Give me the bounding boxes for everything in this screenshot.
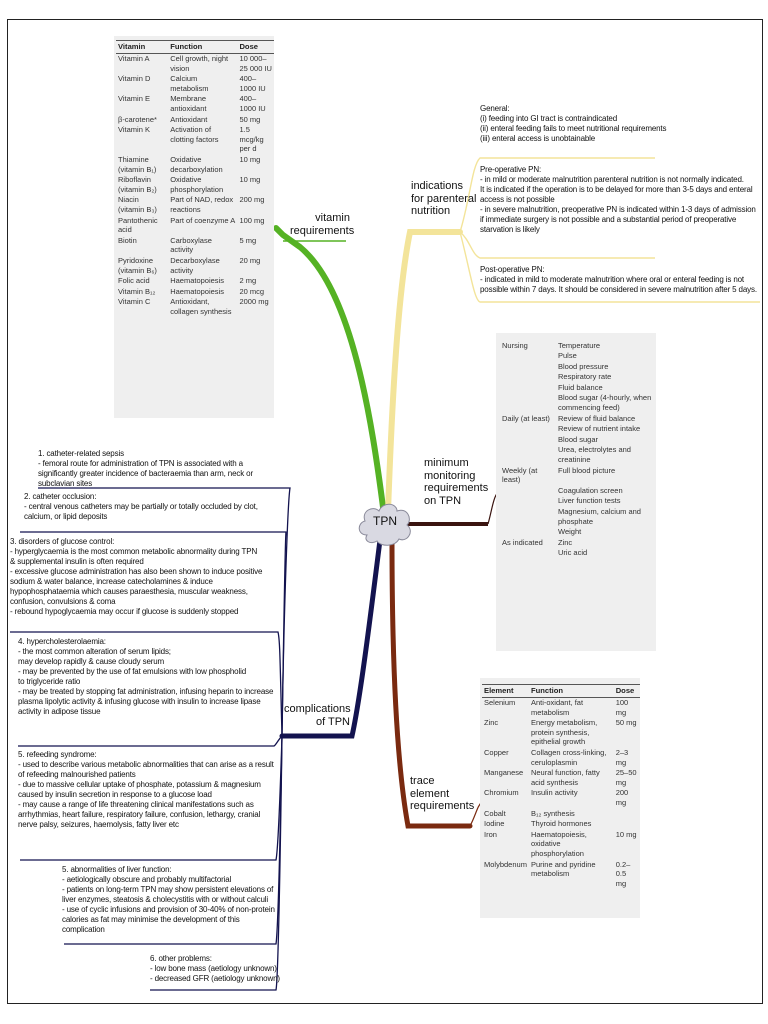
monitoring-label: minimum monitoring requirements on TPN	[424, 457, 489, 507]
vitamin-table-grid	[116, 40, 274, 317]
complication-catheter-sepsis: 1. catheter-related sepsis - femoral route for administration of TPN is associated with a significantly greater incidence of bacteraemia than arm, neck or subclavian sites	[38, 449, 253, 488]
vitamin-requirements-label: vitamin requirements	[290, 212, 355, 237]
vitamin-cell: Vitamin C	[118, 297, 151, 307]
complication-liver-function: 5. abnormalities of liver function: - aetiologically obscure and probably multifactorial - patients on long-term TPN may show persistent elevations of liver enzymes, steatosis & cholecystitis with or without calculi - use of cyclic infusions and provision of 30-40% of non-protein calories as fat may minimise the development of this complication	[62, 865, 275, 934]
frequency-cell	[500, 485, 556, 496]
table-row	[116, 255, 274, 275]
frequency-cell	[500, 434, 556, 445]
measurement-cell: Blood pressure	[558, 361, 609, 371]
dose-cell: 0.2–0.5 mg	[615, 859, 631, 888]
element-cell: Molybdenum	[484, 859, 527, 869]
table-row	[500, 372, 654, 383]
function-col-header: Function	[168, 41, 237, 54]
vitamin-cell: Vitamin K	[118, 125, 150, 135]
complication-hypercholesterolaemia: 4. hypercholesterolaemia: - the most common alteration of serum lipids; may develop rapidly & cause cloudy serum - may be prevented by the use of fat emulsions with low phospholid to triglyceride ratio - may be treated by stopping fat administration, infusing heparin to increase plasma lipolytic activity & infusing glucose with insulin to increase lipase activity in adipose tissue	[18, 637, 274, 716]
frequency-cell	[500, 351, 556, 362]
table-row	[482, 829, 640, 859]
table-row	[500, 382, 654, 393]
vitamin-branch-line	[276, 228, 384, 515]
dose-cell: 5 mg	[239, 235, 257, 245]
function-cell: Thyroid hormones	[530, 819, 592, 829]
measurement-cell: Temperature	[558, 340, 601, 350]
element-cell: Chromium	[484, 788, 519, 798]
dose-col-header: Dose	[237, 41, 274, 54]
vitamin-cell: Pyridoxine (vitamin B₆)	[118, 255, 157, 275]
dose-cell: 10 mg	[615, 829, 637, 839]
table-row	[500, 537, 654, 548]
table-row	[482, 819, 640, 830]
measurement-cell: Zinc	[558, 537, 573, 547]
function-cell: Decarboxylase activity	[170, 255, 220, 275]
table-row	[500, 527, 654, 538]
table-row	[116, 215, 274, 235]
table-row	[116, 53, 274, 74]
frequency-cell	[500, 382, 556, 393]
table-row	[482, 697, 640, 718]
table-row	[116, 125, 274, 155]
measurement-cell: Fluid balance	[558, 382, 603, 392]
vitamin-cell: Biotin	[118, 235, 137, 245]
vitamin-cell: Riboflavin (vitamin B₂)	[118, 175, 157, 194]
vitamin-cell: Vitamin B₁₂	[118, 286, 156, 296]
table-row	[482, 788, 640, 808]
frequency-cell: Nursing	[502, 340, 528, 350]
table-row	[500, 361, 654, 372]
table-row	[500, 445, 654, 465]
complications-label: complications of TPN	[284, 703, 351, 728]
complication-glucose-control: 3. disorders of glucose control: - hyperglycaemia is the most common metabolic abnormality during TPN & supplemental insulin is often required - excessive glucose administration has also been shown to induce positive sodium & water balance, increase catecholamines & induce hypophosphataemia which causes paraesthesia, muscular weakness, confusion, convulsions & coma - rebound hypoglycaemia may occur if glucose is suddenly stopped	[10, 537, 263, 616]
vitamin-cell: Thiamine (vitamin B₁)	[118, 155, 157, 174]
tpn-center-label: TPN	[373, 514, 397, 528]
vitamin-table	[114, 36, 274, 418]
table-row	[500, 465, 654, 485]
indications-general-note: General: (i) feeding into GI tract is contraindicated (ii) enteral feeding fails to meet nutritional requirements (iii) enteral access is unobtainable	[480, 104, 667, 143]
frequency-cell: As indicated	[502, 537, 543, 547]
measurement-cell: Full blood picture	[558, 465, 616, 475]
function-cell: Cell growth, night vision	[170, 54, 229, 73]
function-cell: Carboxylase activity	[170, 235, 212, 255]
function-cell: B₁₂ synthesis	[530, 808, 575, 818]
function-cell: Energy metabolism, protein synthesis, epithelial growth	[530, 718, 598, 747]
table-row	[116, 155, 274, 175]
frequency-cell: Weekly (at least)	[502, 465, 538, 485]
indications-label: indications for parenteral nutrition	[411, 180, 477, 217]
vitamin-cell: Niacin (vitamin B₃)	[118, 195, 157, 214]
table-row	[500, 351, 654, 362]
dose-cell: 100 mg	[615, 698, 629, 717]
measurement-cell: Respiratory rate	[558, 372, 612, 382]
dose-cell: 10 mg	[239, 175, 261, 185]
frequency-cell	[500, 445, 556, 465]
function-cell: Haematopoiesis	[170, 276, 224, 286]
function-cell: Neural function, fatty acid synthesis	[530, 768, 600, 787]
monitoring-table-grid	[500, 340, 654, 558]
measurement-cell: Review of nutrient intake	[558, 424, 641, 434]
measurement-cell: Blood sugar	[558, 434, 599, 444]
table-row	[116, 175, 274, 195]
dose-cell: 200 mg	[615, 788, 629, 808]
table-row	[482, 808, 640, 819]
vitamin-cell: Vitamin A	[118, 54, 150, 64]
indications-preop-note: Pre-operative PN: - in mild or moderate malnutrition parenteral nutrition is not normally indicated. It is indicated if the operation is to be delayed for more than 3-5 days and enteral access is not possible - in severe malnutrition, preoperative PN is indicated within 1-3 days of admission if immediate surgery is not possible and a substantial period of preoperative starvation is likely	[480, 165, 756, 234]
frequency-cell	[500, 393, 556, 413]
dose-cell	[614, 819, 640, 830]
function-cell: Oxidative phosphorylation	[170, 175, 224, 194]
vitamin-cell: Vitamin D	[118, 74, 151, 84]
function-cell: Antioxidant	[170, 114, 208, 124]
measurement-cell: Review of fluid balance	[558, 413, 636, 423]
trace-element-table	[480, 678, 640, 918]
dose-cell: 25–50 mg	[615, 768, 637, 787]
function-cell: Calcium metabolism	[170, 74, 209, 93]
measurement-cell: Weight	[558, 527, 582, 537]
frequency-cell	[500, 372, 556, 383]
dose-cell: 2000 mg	[239, 297, 269, 307]
dose-cell: 20 mg	[239, 255, 261, 265]
complication-catheter-occlusion: 2. catheter occlusion: - central venous catheters may be partially or totally occluded by clot, calcium, or lipid deposits	[24, 492, 258, 521]
dose-cell: 20 mcg	[239, 286, 265, 296]
vitamin-cell: Pantothenic acid	[118, 215, 158, 235]
frequency-cell	[500, 496, 556, 507]
table-row	[500, 393, 654, 413]
function-cell: Anti-oxidant, fat metabolism	[530, 698, 584, 717]
measurement-cell: Uric acid	[558, 548, 588, 558]
frequency-cell	[500, 507, 556, 527]
table-row	[500, 496, 654, 507]
frequency-cell	[500, 548, 556, 559]
complication-refeeding-syndrome: 5. refeeding syndrome: - used to describe various metabolic abnormalities that can arise as a result of refeeding malnourished patients - due to massive cellular uptake of phosphate, potassium & magnesium caused by insulin secretion in response to a glucose load - may cause a range of life threatening clinical manifestations such as arrhythmias, heart failure, respiratory failure, confusion, lethargy, cranial nerve palsy, seizures, haemolysis, fatty liver etc	[18, 750, 274, 829]
function-cell: Haematopoiesis	[170, 286, 224, 296]
dose-cell: 2 mg	[239, 276, 257, 286]
vitamin-cell: Folic acid	[118, 276, 150, 286]
table-row	[116, 114, 274, 125]
function-cell: Haematopoiesis, oxidative phosphorylation	[530, 829, 587, 858]
dose-cell	[614, 808, 640, 819]
function-cell: Antioxidant, collagen synthesis	[170, 297, 232, 316]
indications-postop-note: Post-operative PN: - indicated in mild to moderate malnutrition where oral or enteral feeding is not possible within 7 days. It should be considered in severe malnutrition after 5 days.	[480, 265, 757, 294]
table-row	[116, 276, 274, 287]
function-cell: Collagen cross-linking, ceruloplasmin	[530, 748, 607, 767]
table-row	[500, 413, 654, 424]
frequency-cell	[500, 424, 556, 435]
frequency-cell	[500, 527, 556, 538]
dose-cell: 200 mg	[239, 195, 265, 205]
table-row	[482, 748, 640, 768]
table-row	[116, 94, 274, 114]
function-cell: Insulin activity	[530, 788, 578, 798]
measurement-cell: Coagulation screen	[558, 485, 623, 495]
dose-cell: 100 mg	[239, 215, 265, 225]
element-col-header: Element	[482, 685, 529, 698]
table-row	[500, 340, 654, 351]
measurement-cell: Urea, electrolytes and creatinine	[558, 445, 631, 465]
frequency-cell	[500, 361, 556, 372]
indications-curve-2	[460, 232, 655, 258]
table-row	[500, 485, 654, 496]
dose-cell: 2–3 mg	[615, 748, 629, 767]
function-cell: Activation of clotting factors	[170, 125, 219, 144]
function-cell: Oxidative decarboxylation	[170, 155, 223, 174]
measurement-cell: Magnesium, calcium and phosphate	[558, 507, 641, 526]
function-col-header: Function	[529, 685, 614, 698]
table-row	[500, 548, 654, 559]
element-cell: Cobalt	[484, 808, 506, 818]
dose-cell: 10 000–25 000 IU	[239, 54, 272, 73]
table-row	[116, 286, 274, 297]
measurement-cell: Liver function tests	[558, 496, 621, 506]
table-row	[482, 859, 640, 889]
complication-other-problems: 6. other problems: - low bone mass (aetiology unknown) - decreased GFR (aetiology unknown)	[150, 954, 280, 983]
function-cell: Part of coenzyme A	[170, 215, 236, 225]
dose-cell: 400–1000 IU	[239, 74, 266, 93]
dose-cell: 1.5 mcg/kg per d	[239, 125, 264, 154]
table-row	[116, 235, 274, 255]
vitamin-cell: β-carotene*	[118, 114, 157, 124]
table-row	[116, 74, 274, 94]
table-row	[116, 297, 274, 317]
element-cell: Iodine	[484, 819, 505, 829]
table-row	[116, 195, 274, 215]
trace-element-label: trace element requirements	[410, 775, 475, 812]
dose-cell: 400–1000 IU	[239, 94, 266, 114]
trace-table-grid	[482, 684, 640, 889]
element-cell: Manganese	[484, 768, 524, 778]
element-cell: Iron	[484, 829, 497, 839]
table-row	[500, 507, 654, 527]
monitoring-table	[496, 333, 656, 651]
frequency-cell: Daily (at least)	[502, 413, 550, 423]
table-row	[500, 424, 654, 435]
element-cell: Zinc	[484, 718, 499, 728]
dose-cell: 50 mg	[615, 718, 637, 728]
function-cell: Purine and pyridine metabolism	[530, 859, 596, 879]
function-cell: Membrane antioxidant	[170, 94, 207, 114]
function-cell: Part of NAD, redox reactions	[170, 195, 234, 214]
table-row	[482, 718, 640, 748]
element-cell: Selenium	[484, 698, 516, 708]
table-row	[500, 434, 654, 445]
dose-cell: 10 mg	[239, 155, 261, 165]
vitamin-cell: Vitamin E	[118, 94, 150, 104]
vitamin-col-header: Vitamin	[116, 41, 168, 54]
dose-cell: 50 mg	[239, 114, 261, 124]
element-cell: Copper	[484, 748, 509, 758]
dose-col-header: Dose	[614, 685, 640, 698]
measurement-cell: Pulse	[558, 351, 577, 361]
measurement-cell: Blood sugar (4-hourly, when commencing feed)	[558, 393, 652, 413]
table-row	[482, 768, 640, 788]
